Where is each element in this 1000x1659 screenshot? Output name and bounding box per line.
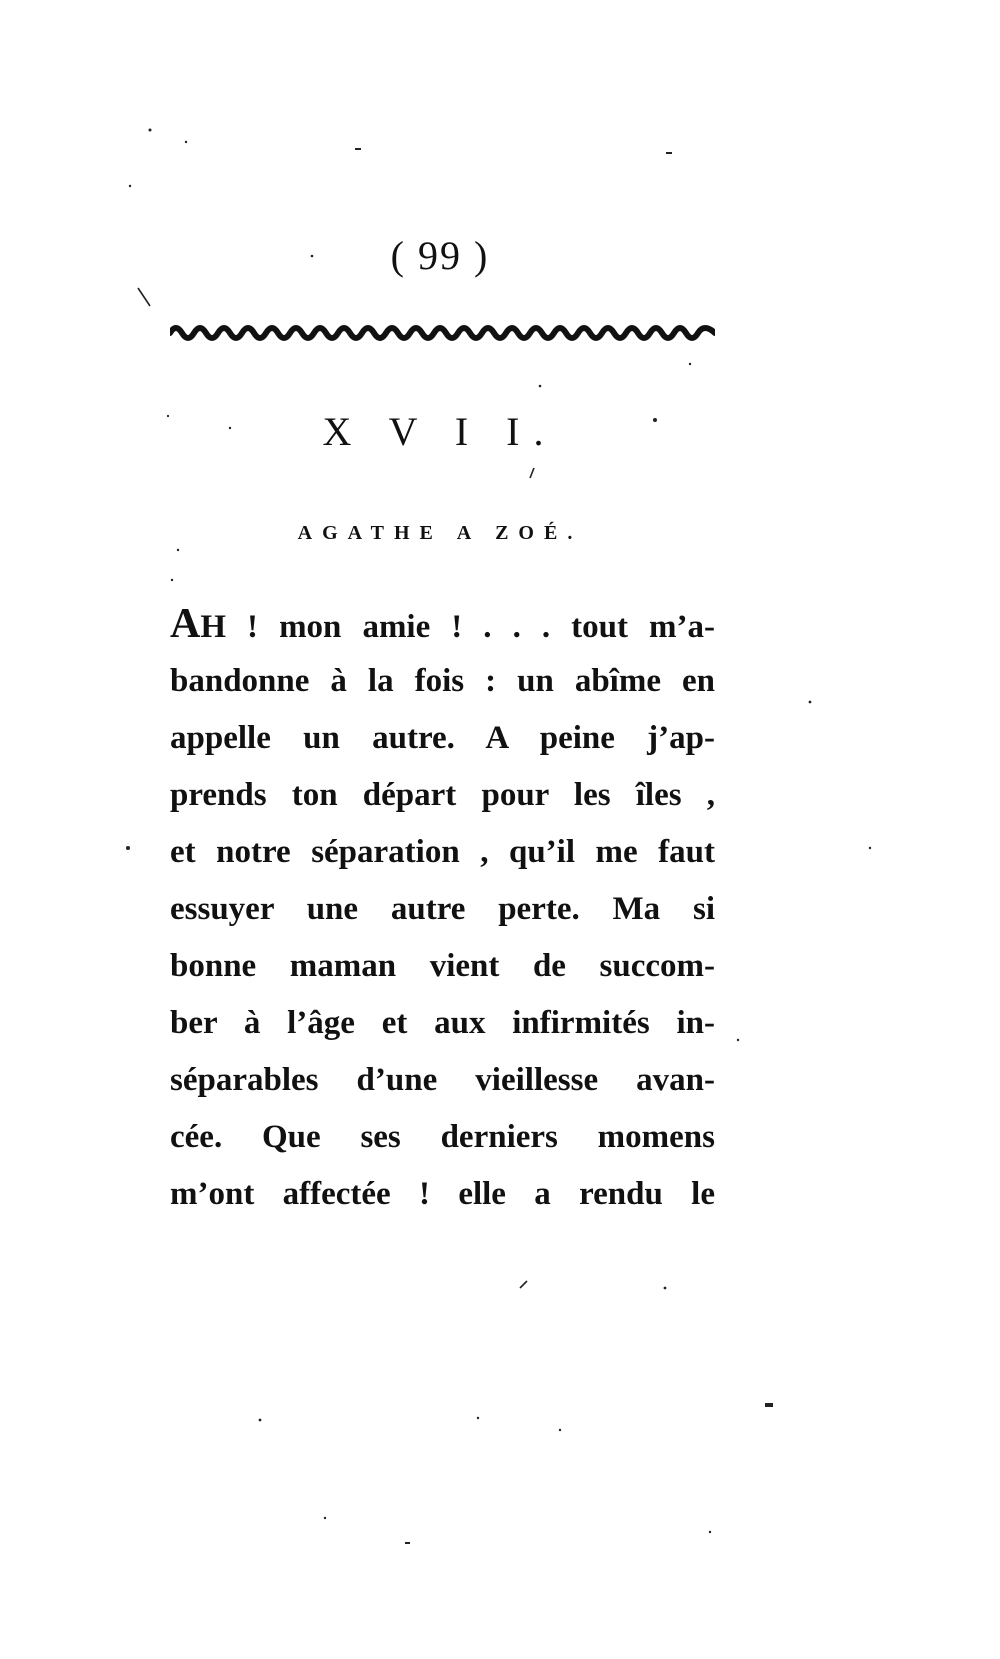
letter-heading: AGATHE A ZOÉ. — [297, 522, 583, 544]
wavy-rule-ornament-icon — [170, 318, 715, 348]
text-line-9: séparables d’une vieillesse avan- — [170, 1062, 715, 1098]
page-number: ( 99 ) — [390, 233, 490, 278]
text-line-8: ber à l’âge et aux infirmités in- — [170, 1005, 715, 1041]
text-line-10: cée. Que ses derniers momens — [170, 1119, 715, 1155]
text-line-1 — [170, 596, 715, 653]
text-line-1-content: H ! mon amie ! . . . tout m’a- — [200, 609, 715, 645]
text-line-7: bonne maman vient de succom- — [170, 948, 715, 984]
drop-cap: A — [170, 601, 201, 647]
chapter-number: X V I I. — [322, 409, 558, 454]
text-line-4: prends ton départ pour les îles , — [170, 777, 715, 813]
body-text — [170, 596, 715, 1223]
text-line-3: appelle un autre. A peine j’ap- — [170, 720, 715, 756]
text-line-5: et notre séparation , qu’il me faut — [170, 834, 715, 870]
text-line-2: bandonne à la fois : un abîme en — [170, 663, 715, 699]
text-line-6: essuyer une autre perte. Ma si — [170, 891, 715, 927]
text-line-11: m’ont affectée ! elle a rendu le — [170, 1176, 715, 1212]
